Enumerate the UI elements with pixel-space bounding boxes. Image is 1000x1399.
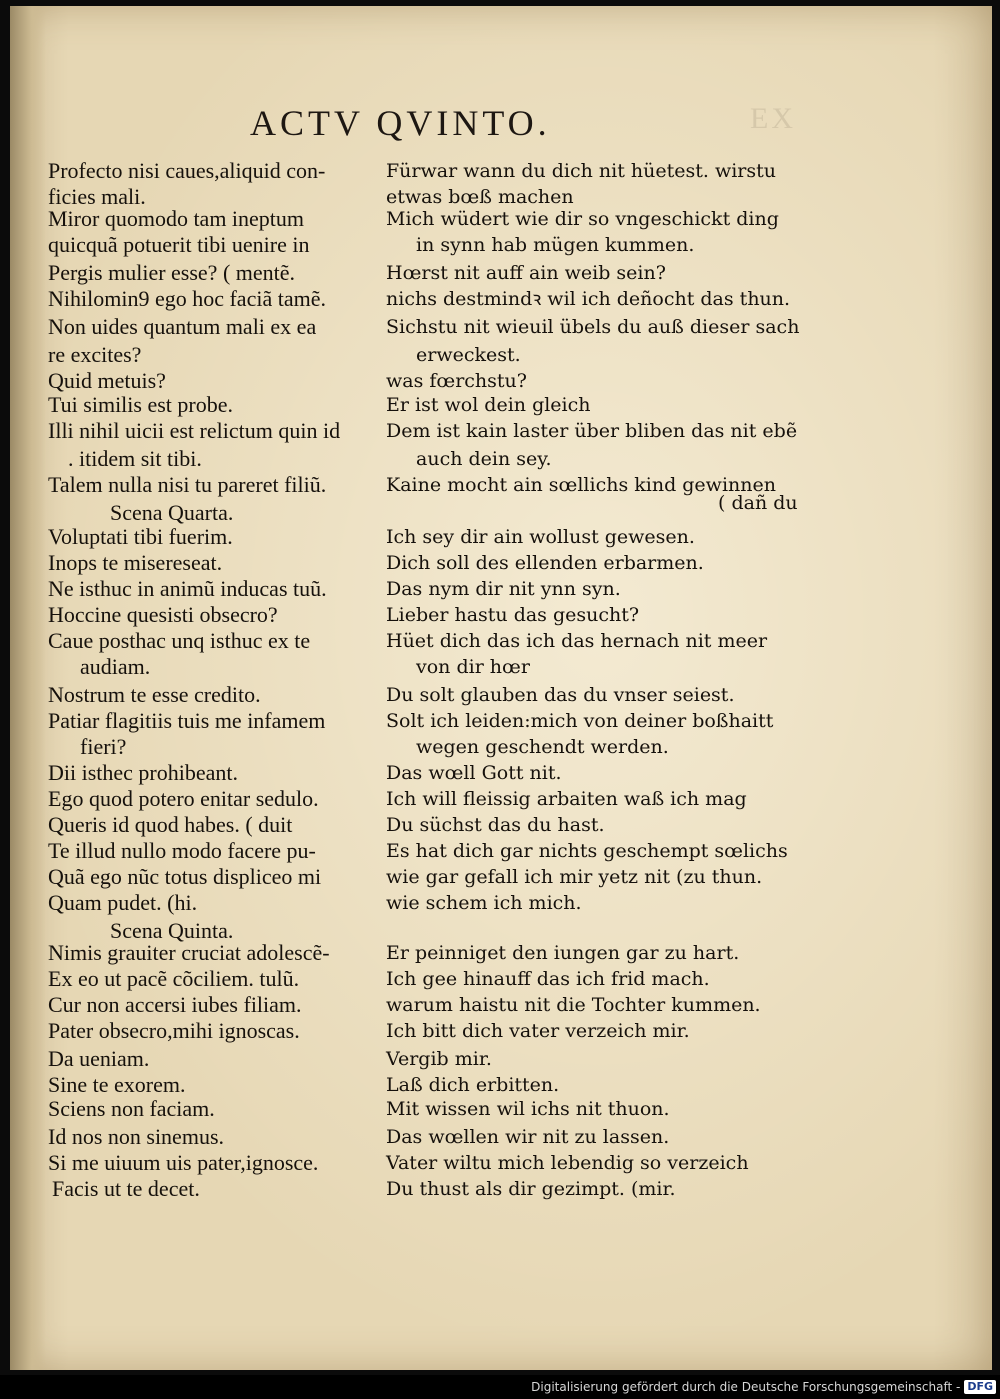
latin-line: Patiar flagitiis tuis me infamem [48,708,326,733]
german-line: Mich wüdert wie dir so vngeschickt ding [386,208,779,230]
german-line: Lieber hastu das gesucht? [386,604,640,626]
latin-line: ficies mali. [48,184,146,209]
latin-line: Pater obsecro,mihi ignoscas. [48,1018,300,1043]
german-line: Hüet dich das ich das hernach nit meer [386,630,768,652]
german-line: etwas bœß machen [386,186,574,208]
german-line: Vergib mir. [386,1048,492,1070]
latin-line: Sine te exorem. [48,1072,186,1097]
latin-line: Illi nihil uicii est relictum quin id [48,418,341,443]
latin-line: Dii isthec prohibeant. [48,760,239,785]
latin-line: Cur non accersi iubes filiam. [48,992,302,1017]
german-line: Er peinniget den iungen gar zu hart. [386,942,740,964]
german-line: Kaine mocht ain sœllichs kind gewinnen [386,474,776,496]
latin-line: Quid metuis? [48,368,166,393]
latin-line: Id nos non sinemus. [48,1124,224,1149]
latin-line: Pergis mulier esse? ( mentẽ. [48,260,296,285]
binding-edge [10,6,46,1370]
german-line: wegen geschendt werden. [416,736,669,758]
german-line: Du solt glauben das du vnser seiest. [386,684,735,706]
german-line: Sichstu nit wieuil übels du auß dieser sach [386,316,800,338]
german-line: was fœrchstu? [386,370,527,392]
latin-line: Scena Quinta. [110,918,234,943]
german-line: Dich soll des ellenden erbarmen. [386,552,704,574]
latin-line: quicquã potuerit tibi uenire in [48,232,310,257]
latin-line: Caue posthac unq isthuc ex te [48,628,311,653]
credit-text: Digitalisierung gefördert durch die Deutsche Forschungsgemeinschaft - [531,1380,961,1394]
latin-line: Ex eo ut pacẽ cõciliem. tulũ. [48,966,300,991]
latin-line: Da ueniam. [48,1046,150,1071]
latin-line: Inops te misereseat. [48,550,223,575]
german-line: ( dañ du [718,492,798,514]
german-line: Er ist wol dein gleich [386,394,591,416]
german-line: Laß dich erbitten. [386,1074,560,1096]
running-title: ACTV QVINTO. [250,103,551,143]
latin-line: Quam pudet. (hi. [48,890,198,915]
german-line: Das nym dir nit ynn syn. [386,578,621,600]
digitization-credit [531,1380,996,1394]
german-line: wie gar gefall ich mir yetz nit (zu thun. [386,866,763,888]
german-line: Vater wiltu mich lebendig so verzeich [386,1152,749,1174]
german-line: Das wœll Gott nit. [386,762,562,784]
latin-line: Nihilomin9 ego hoc faciã tamẽ. [48,286,326,311]
german-line: Ich will fleissig arbaiten waß ich mag [386,788,747,810]
latin-line: Hoccine quesisti obsecro? [48,602,278,627]
german-line: von dir hœr [416,656,530,678]
german-line: Es hat dich gar nichts geschempt sœlichs [386,840,788,862]
german-line: Du süchst das du hast. [386,814,605,836]
german-line: Ich sey dir ain wollust gewesen. [386,526,695,548]
latin-line: Ne isthuc in animũ inducas tuũ. [48,576,327,601]
latin-line: Quã ego nũc totus displiceo mi [48,864,322,889]
latin-line: re excites? [48,342,142,367]
german-line: nichs destmindꝛ wil ich deñocht das thun. [386,288,791,310]
german-line: Hœrst nit auff ain weib sein? [386,262,666,284]
german-line: Das wœllen wir nit zu lassen. [386,1126,670,1148]
latin-line: Ego quod potero enitar sedulo. [48,786,319,811]
latin-line: Miror quomodo tam ineptum [48,206,305,231]
german-line: wie schem ich mich. [386,892,582,914]
german-line: Ich bitt dich vater verzeich mir. [386,1020,690,1042]
german-line: auch dein sey. [416,448,552,470]
latin-line: fieri? [80,734,127,759]
latin-line: Sciens non faciam. [48,1096,215,1121]
latin-line: Te illud nullo modo facere pu- [48,838,316,863]
latin-line: Queris id quod habes. ( duit [48,812,293,837]
latin-line: Tui similis est probe. [48,392,233,417]
german-line: in synn hab mügen kummen. [416,234,695,256]
latin-line: Scena Quarta. [110,500,234,525]
german-line: Dem ist kain laster über bliben das nit ebẽ [386,420,798,442]
bleed-through-title: EX [750,102,796,135]
german-line: Fürwar wann du dich nit hüetest. wirstu [386,160,777,182]
latin-line: Profecto nisi caues,aliquid con- [48,158,326,183]
latin-line: Nostrum te esse credito. [48,682,261,707]
latin-line: Talem nulla nisi tu pareret filiũ. [48,472,327,497]
german-line: warum haistu nit die Tochter kummen. [386,994,761,1016]
latin-line: Si me uiuum uis pater,ignosce. [48,1150,319,1175]
book-page [10,6,992,1370]
german-line: Du thust als dir gezimpt. (mir. [386,1178,676,1200]
latin-line: audiam. [80,654,151,679]
german-line: Mit wissen wil ichs nit thuon. [386,1098,670,1120]
latin-line: Voluptati tibi fuerim. [48,524,233,549]
latin-line: Facis ut te decet. [52,1176,200,1201]
german-line: Ich gee hinauff das ich frid mach. [386,968,710,990]
latin-line: Non uides quantum mali ex ea [48,314,317,339]
german-line: erweckest. [416,344,521,366]
latin-line: Nimis grauiter cruciat adolescẽ- [48,940,330,965]
latin-line: . itidem sit tibi. [68,446,202,471]
dfg-logo: DFG [964,1380,996,1394]
german-line: Solt ich leiden:mich von deiner boßhaitt [386,710,774,732]
